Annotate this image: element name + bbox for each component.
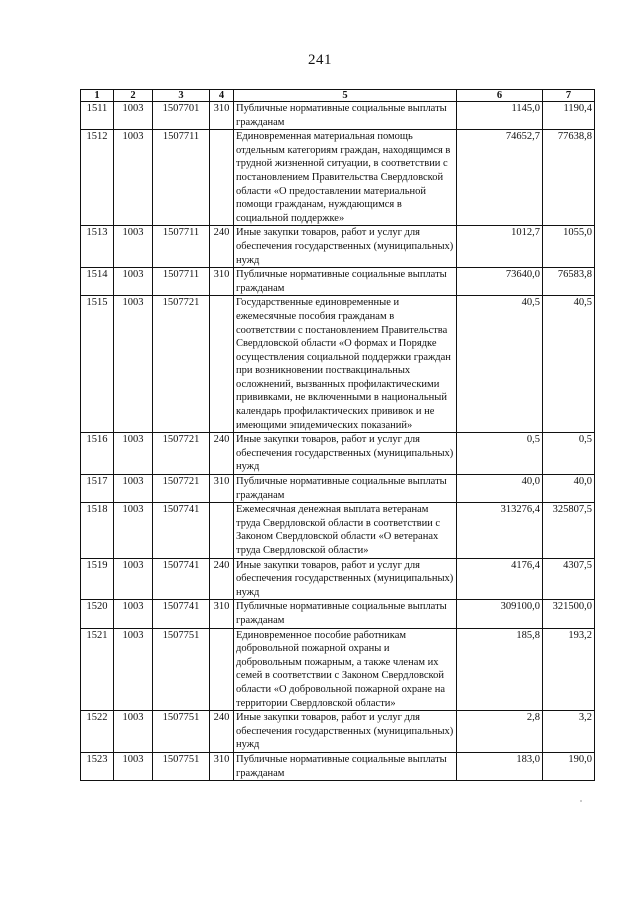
target-article-cell: 1507721: [153, 475, 210, 503]
amount-year1-cell: 183,0: [457, 752, 543, 780]
table-row: [81, 433, 595, 475]
amount-year1-cell: 40,0: [457, 475, 543, 503]
description-cell: Государственные единовременные и ежемесячные пособия гражданам в соответствии с постановлением Правительства Свердловской области «О формах и Порядке осуществления социальной поддержки граждан при возникновении поствакцинальных осложнений, вызванных профилактическими прививками, не включенными в национальный календарь профилактических прививок и не имеющими эпидемических показаний»: [234, 296, 457, 433]
section-code-cell: 1003: [114, 711, 153, 753]
amount-year2-cell: 1055,0: [543, 226, 595, 268]
description-cell: Единовременная материальная помощь отдельным категориям граждан, находящимся в трудной жизненной ситуации, в соответствии с постановлением Правительства Свердловской области «О предоставлении материальной помощи гражданам, нуждающимся в социальной поддержке»: [234, 130, 457, 226]
amount-year1-cell: 2,8: [457, 711, 543, 753]
page-number: 241: [308, 52, 332, 68]
table-row: [81, 628, 595, 711]
expense-type-cell: 240: [210, 558, 234, 600]
section-code-cell: 1003: [114, 433, 153, 475]
expense-type-cell: 240: [210, 711, 234, 753]
header-col-3: 3: [153, 90, 210, 102]
expense-type-cell: 310: [210, 600, 234, 628]
table-row: [81, 130, 595, 226]
amount-year1-cell: 0,5: [457, 433, 543, 475]
section-code-cell: 1003: [114, 600, 153, 628]
table-row: [81, 102, 595, 130]
table-row: [81, 711, 595, 753]
description-cell: Иные закупки товаров, работ и услуг для обеспечения государственных (муниципальных) нужд: [234, 226, 457, 268]
amount-year2-cell: 325807,5: [543, 503, 595, 558]
header-col-7: 7: [543, 90, 595, 102]
target-article-cell: 1507741: [153, 503, 210, 558]
amount-year2-cell: 4307,5: [543, 558, 595, 600]
amount-year1-cell: 313276,4: [457, 503, 543, 558]
target-article-cell: 1507751: [153, 711, 210, 753]
expense-type-cell: 310: [210, 268, 234, 296]
section-code-cell: 1003: [114, 558, 153, 600]
expense-type-cell: [210, 296, 234, 433]
header-col-6: 6: [457, 90, 543, 102]
expense-type-cell: 310: [210, 752, 234, 780]
expense-type-cell: 310: [210, 475, 234, 503]
row-number-cell: 1511: [81, 102, 114, 130]
expense-type-cell: [210, 628, 234, 711]
row-number-cell: 1523: [81, 752, 114, 780]
amount-year2-cell: 193,2: [543, 628, 595, 711]
amount-year1-cell: 1012,7: [457, 226, 543, 268]
amount-year1-cell: 185,8: [457, 628, 543, 711]
target-article-cell: 1507711: [153, 268, 210, 296]
target-article-cell: 1507721: [153, 433, 210, 475]
header-col-5: 5: [234, 90, 457, 102]
expense-type-cell: 240: [210, 433, 234, 475]
table-row: [81, 268, 595, 296]
description-cell: Публичные нормативные социальные выплаты гражданам: [234, 475, 457, 503]
target-article-cell: 1507741: [153, 558, 210, 600]
row-number-cell: 1513: [81, 226, 114, 268]
row-number-cell: 1516: [81, 433, 114, 475]
row-number-cell: 1514: [81, 268, 114, 296]
target-article-cell: 1507741: [153, 600, 210, 628]
amount-year2-cell: 3,2: [543, 711, 595, 753]
amount-year1-cell: 74652,7: [457, 130, 543, 226]
section-code-cell: 1003: [114, 475, 153, 503]
description-cell: Ежемесячная денежная выплата ветеранам труда Свердловской области в соответствии с Законом Свердловской области «О ветеранах труда Свердловской области»: [234, 503, 457, 558]
description-cell: Публичные нормативные социальные выплаты гражданам: [234, 268, 457, 296]
section-code-cell: 1003: [114, 752, 153, 780]
expense-type-cell: [210, 130, 234, 226]
target-article-cell: 1507701: [153, 102, 210, 130]
expense-type-cell: 310: [210, 102, 234, 130]
header-col-1: 1: [81, 90, 114, 102]
row-number-cell: 1522: [81, 711, 114, 753]
header-col-4: 4: [210, 90, 234, 102]
amount-year2-cell: 76583,8: [543, 268, 595, 296]
section-code-cell: 1003: [114, 503, 153, 558]
section-code-cell: 1003: [114, 226, 153, 268]
table-row: [81, 503, 595, 558]
section-code-cell: 1003: [114, 628, 153, 711]
amount-year1-cell: 309100,0: [457, 600, 543, 628]
row-number-cell: 1512: [81, 130, 114, 226]
table-row: [81, 226, 595, 268]
target-article-cell: 1507711: [153, 226, 210, 268]
table-row: [81, 475, 595, 503]
amount-year1-cell: 1145,0: [457, 102, 543, 130]
target-article-cell: 1507721: [153, 296, 210, 433]
table-header-row: [81, 90, 595, 102]
expense-type-cell: 240: [210, 226, 234, 268]
row-number-cell: 1520: [81, 600, 114, 628]
table-row: [81, 296, 595, 433]
row-number-cell: 1517: [81, 475, 114, 503]
table-row: [81, 558, 595, 600]
description-cell: Публичные нормативные социальные выплаты гражданам: [234, 752, 457, 780]
scan-speck: [580, 800, 582, 802]
row-number-cell: 1519: [81, 558, 114, 600]
amount-year2-cell: 0,5: [543, 433, 595, 475]
description-cell: Единовременное пособие работникам добровольной пожарной охраны и добровольным пожарным, а также членам их семей в соответствии с Законом Свердловской области «О добровольной пожарной охране на территории Свердловской области»: [234, 628, 457, 711]
description-cell: Публичные нормативные социальные выплаты гражданам: [234, 600, 457, 628]
expense-type-cell: [210, 503, 234, 558]
amount-year2-cell: 77638,8: [543, 130, 595, 226]
target-article-cell: 1507711: [153, 130, 210, 226]
amount-year1-cell: 4176,4: [457, 558, 543, 600]
target-article-cell: 1507751: [153, 752, 210, 780]
amount-year1-cell: 40,5: [457, 296, 543, 433]
amount-year2-cell: 40,5: [543, 296, 595, 433]
amount-year2-cell: 321500,0: [543, 600, 595, 628]
description-cell: Иные закупки товаров, работ и услуг для обеспечения государственных (муниципальных) нужд: [234, 711, 457, 753]
description-cell: Иные закупки товаров, работ и услуг для обеспечения государственных (муниципальных) нужд: [234, 433, 457, 475]
section-code-cell: 1003: [114, 102, 153, 130]
description-cell: Публичные нормативные социальные выплаты гражданам: [234, 102, 457, 130]
amount-year1-cell: 73640,0: [457, 268, 543, 296]
description-cell: Иные закупки товаров, работ и услуг для обеспечения государственных (муниципальных) нужд: [234, 558, 457, 600]
row-number-cell: 1518: [81, 503, 114, 558]
section-code-cell: 1003: [114, 130, 153, 226]
target-article-cell: 1507751: [153, 628, 210, 711]
amount-year2-cell: 40,0: [543, 475, 595, 503]
section-code-cell: 1003: [114, 296, 153, 433]
row-number-cell: 1521: [81, 628, 114, 711]
header-col-2: 2: [114, 90, 153, 102]
amount-year2-cell: 190,0: [543, 752, 595, 780]
table-row: [81, 752, 595, 780]
row-number-cell: 1515: [81, 296, 114, 433]
section-code-cell: 1003: [114, 268, 153, 296]
table-row: [81, 600, 595, 628]
budget-table: [80, 89, 595, 781]
amount-year2-cell: 1190,4: [543, 102, 595, 130]
